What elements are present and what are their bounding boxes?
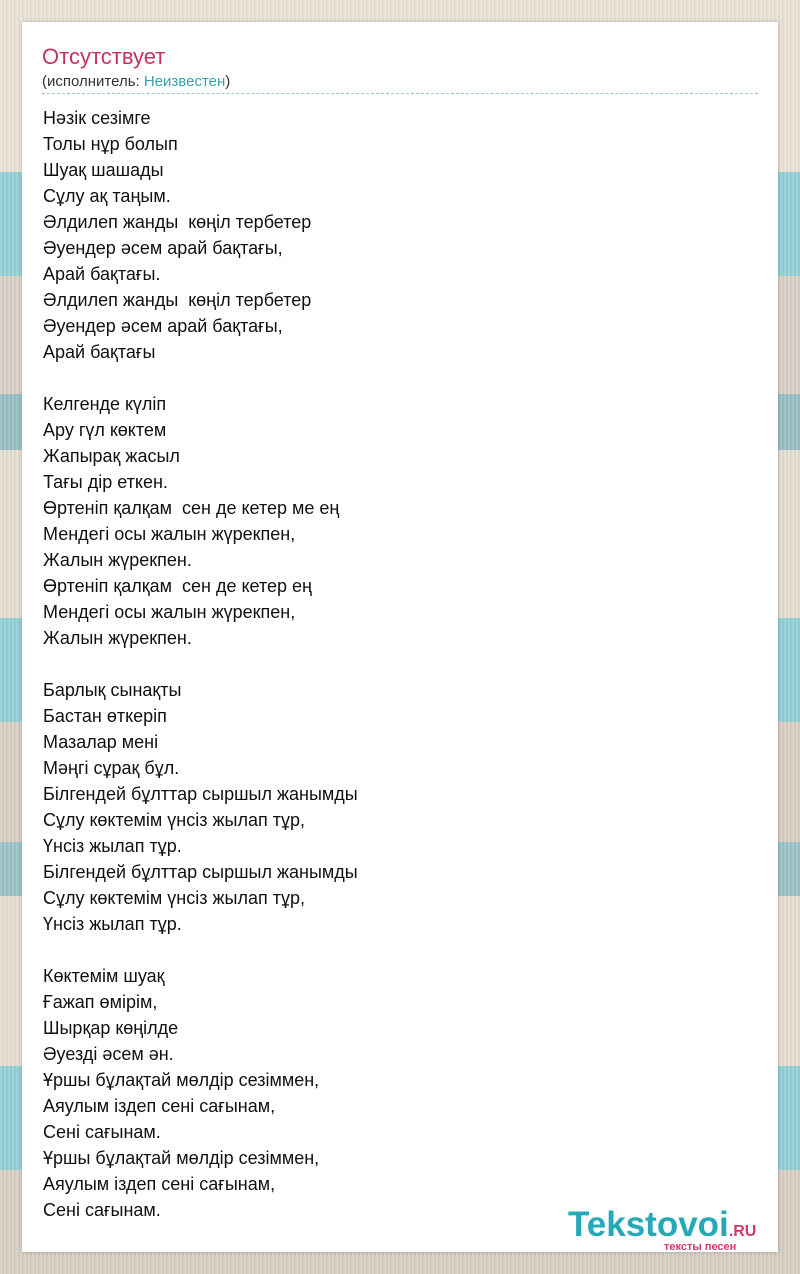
logo-tagline: тексты песен <box>664 1241 737 1253</box>
lyric-line: Ғажап өмірім, <box>43 992 158 1012</box>
lyric-line: Толы нұр болып <box>43 134 178 154</box>
lyric-line: Үнсіз жылап тұр. <box>43 914 182 934</box>
lyric-line: Сұлу көктемім үнсіз жылап тұр, <box>43 888 305 908</box>
lyric-line: Әуендер әсем арай бақтағы, <box>43 316 283 336</box>
lyric-line: Сұлу ақ таңым. <box>43 186 171 206</box>
stanza-gap <box>43 937 358 963</box>
lyric-line: Өртеніп қалқам сен де кетер ең <box>43 576 312 596</box>
lyric-line: Аяулым іздеп сені сағынам, <box>43 1174 276 1194</box>
lyric-line: Сені сағынам. <box>43 1200 161 1220</box>
lyric-line: Шуақ шашады <box>43 160 164 180</box>
lyric-line: Білгендей бұлттар сыршыл жанымды <box>43 784 358 804</box>
lyric-line: Үнсіз жылап тұр. <box>43 836 182 856</box>
lyric-line: Арай бақтағы <box>43 342 156 362</box>
lyric-line: Сені сағынам. <box>43 1122 161 1142</box>
lyric-line: Өртеніп қалқам сен де кетер ме ең <box>43 498 340 518</box>
lyric-line: Аяулым іздеп сені сағынам, <box>43 1096 276 1116</box>
lyric-line: Жалын жүрекпен. <box>43 628 192 648</box>
lyric-line: Әлдилеп жанды көңіл тербетер <box>43 212 312 232</box>
lyric-line: Ару гүл көктем <box>43 420 167 440</box>
lyric-line: Шырқар көңілде <box>43 1018 179 1038</box>
stanza-gap <box>43 651 358 677</box>
lyric-line: Мендегі осы жалын жүрекпен, <box>43 602 296 622</box>
site-logo[interactable] <box>568 1205 757 1253</box>
lyric-line: Ұршы бұлақтай мөлдір сезіммен, <box>43 1148 320 1168</box>
lyric-line: Барлық сынақты <box>43 680 182 700</box>
artist-suffix: ) <box>225 73 231 90</box>
artist-prefix: (исполнитель: <box>42 73 144 90</box>
lyric-line: Келгенде күліп <box>43 394 167 414</box>
lyric-line: Тағы дір еткен. <box>43 472 168 492</box>
lyrics-text <box>43 105 358 1223</box>
song-artist-line <box>42 73 230 90</box>
lyric-line: Әуендер әсем арай бақтағы, <box>43 238 283 258</box>
lyric-line: Ұршы бұлақтай мөлдір сезіммен, <box>43 1070 320 1090</box>
lyrics-card <box>22 22 778 1252</box>
logo-wordmark: Tekstovoi <box>568 1205 729 1244</box>
lyric-line: Сұлу көктемім үнсіз жылап тұр, <box>43 810 305 830</box>
lyric-line: Мендегі осы жалын жүрекпен, <box>43 524 296 544</box>
lyric-line: Мәңгі сұрақ бұл. <box>43 758 180 778</box>
logo-domain: .RU <box>728 1223 757 1240</box>
lyric-line: Көктемім шуақ <box>43 966 165 986</box>
lyric-line: Білгендей бұлттар сыршыл жанымды <box>43 862 358 882</box>
artist-link[interactable]: Неизвестен <box>143 73 226 90</box>
lyric-line: Жапырақ жасыл <box>43 446 180 466</box>
lyric-line: Әуезді әсем ән. <box>43 1044 174 1064</box>
lyric-line: Арай бақтағы. <box>43 264 161 284</box>
lyric-line: Бастан өткеріп <box>43 706 167 726</box>
lyric-line: Мазалар мені <box>43 732 159 752</box>
lyric-line: Жалын жүрекпен. <box>43 550 192 570</box>
lyric-line: Нәзік сезімге <box>43 108 151 128</box>
stanza-gap <box>43 365 358 391</box>
lyric-line: Әлдилеп жанды көңіл тербетер <box>43 290 312 310</box>
song-title: Отсутствует <box>42 44 166 69</box>
title-divider <box>42 93 758 94</box>
